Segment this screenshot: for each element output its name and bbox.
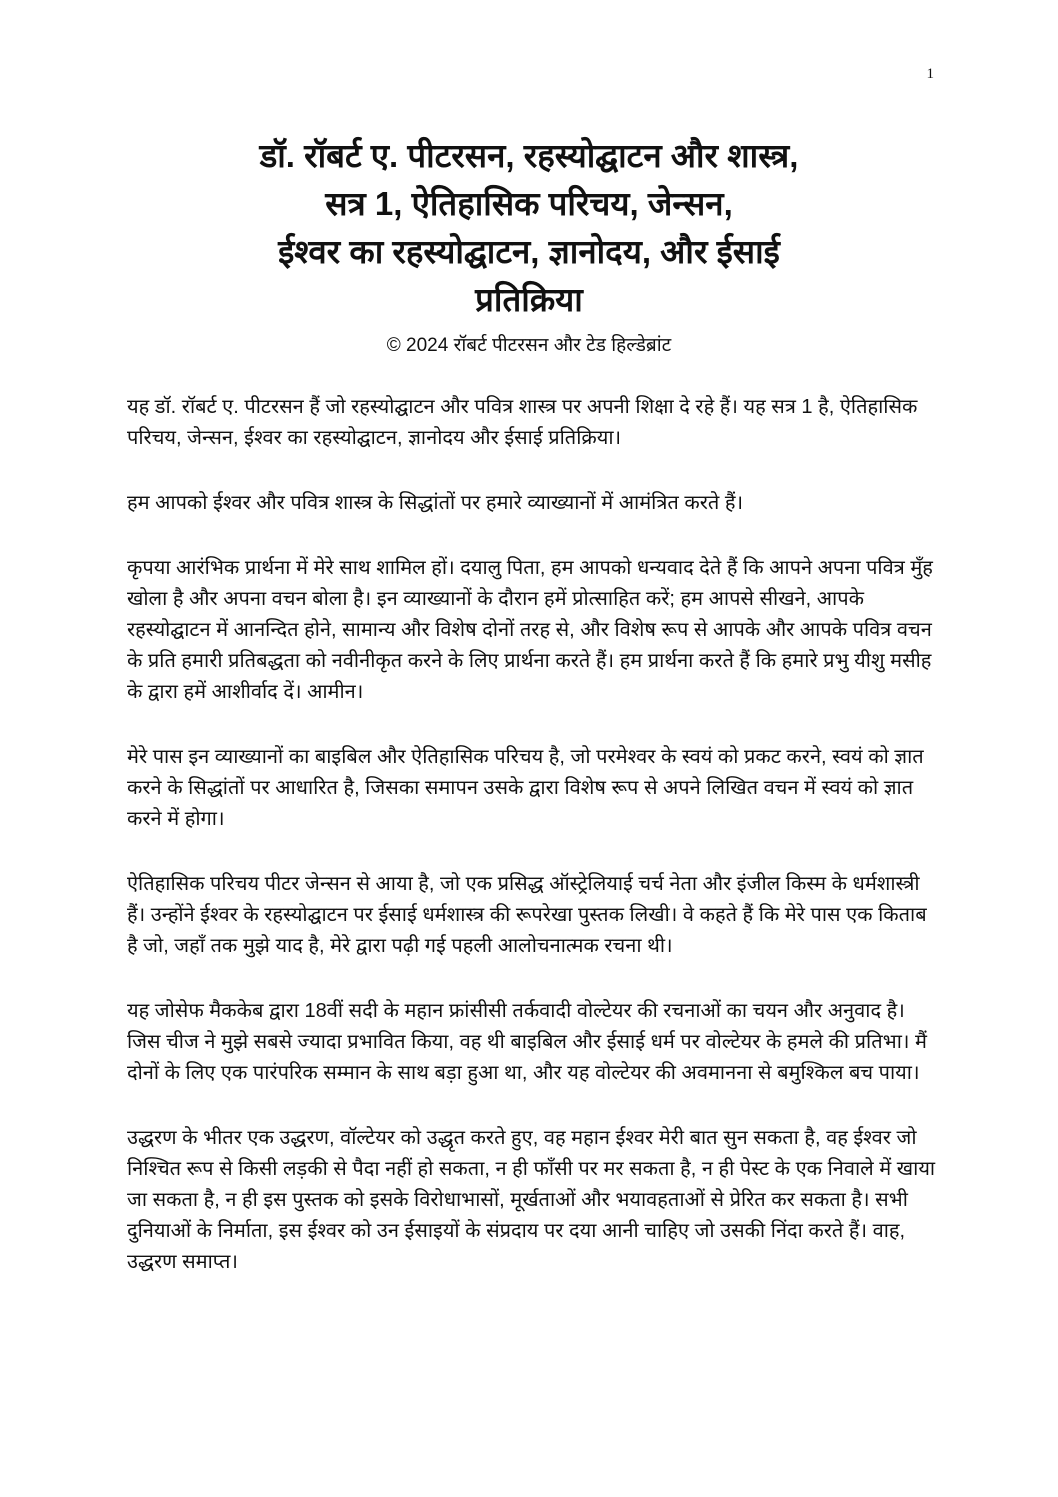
document-body — [127, 392, 939, 1312]
paragraph: यह जोसेफ मैककेब द्वारा 18वीं सदी के महान फ्रांसीसी तर्कवादी वोल्टेयर की रचनाओं का चयन और अनुवाद है। जिस चीज ने मुझे सबसे ज्यादा प्रभावित किया, वह थी बाइबिल और ईसाई धर्म पर वोल्टेयर के हमले की प्रतिभा। मैं दोनों के लिए एक पारंपरिक सम्मान के साथ बड़ा हुआ था, और यह वोल्टेयर की अवमानना से बमुश्किल बच पाया। — [127, 1000, 927, 1084]
paragraph: हम आपको ईश्वर और पवित्र शास्त्र के सिद्धांतों पर हमारे व्याख्यानों में आमंत्रित करते हैं। — [127, 492, 744, 514]
copyright-line: © 2024 रॉबर्ट पीटरसन और टेड हिल्डेब्रांट — [386, 335, 672, 356]
paragraph: उद्धरण के भीतर एक उद्धरण, वॉल्टेयर को उद्धृत करते हुए, वह महान ईश्वर मेरी बात सुन सकता है, वह ईश्वर जो निश्चित रूप से किसी लड़की से पैदा नहीं हो सकता, न ही फाँसी पर मर सकता है, न ही पेस्ट के एक निवाले में खाया जा सकता है, न ही इस पुस्तक को इसके विरोधाभासों, मूर्खताओं और भयावहताओं से प्रेरित कर सकता है। सभी दुनियाओं के निर्माता, इस ईश्वर को उन ईसाइयों के संप्रदाय पर दया आनी चाहिए जो उसकी निंदा करते हैं। वाह, उद्धरण समाप्त। — [127, 1127, 936, 1273]
page-number: 1 — [926, 66, 934, 82]
document-title — [100, 132, 958, 324]
paragraph: कृपया आरंभिक प्रार्थना में मेरे साथ शामिल हों। दयालु पिता, हम आपको धन्यवाद देते हैं कि आपने अपना पवित्र मुँह खोला है और अपना वचन बोला है। इन व्याख्यानों के दौरान हमें प्रोत्साहित करें; हम आपसे सीखने, आपके रहस्योद्घाटन में आनन्दित होने, सामान्य और विशेष दोनों तरह से, और विशेष रूप से आपके और आपके पवित्र वचन के प्रति हमारी प्रतिबद्धता को नवीनीकृत करने के लिए प्रार्थना करते हैं। हम प्रार्थना करते हैं कि हमारे प्रभु यीशु मसीह के द्वारा हमें आशीर्वाद दें। आमीन। — [127, 557, 933, 703]
paragraph: ऐतिहासिक परिचय पीटर जेन्सन से आया है, जो एक प्रसिद्ध ऑस्ट्रेलियाई चर्च नेता और इंजील किस्म के धर्मशास्त्री हैं। उन्होंने ईश्वर के रहस्योद्घाटन पर ईसाई धर्मशास्त्र की रूपरेखा पुस्तक लिखी। वे कहते हैं कि मेरे पास एक किताब है जो, जहाँ तक मुझे याद है, मेरे द्वारा पढ़ी गई पहली आलोचनात्मक रचना थी। — [127, 873, 927, 957]
paragraph: यह डॉ. रॉबर्ट ए. पीटरसन हैं जो रहस्योद्घाटन और पवित्र शास्त्र पर अपनी शिक्षा दे रहे हैं। यह सत्र 1 है, ऐतिहासिक परिचय, जेन्सन, ईश्वर का रहस्योद्घाटन, ज्ञानोदय और ईसाई प्रतिक्रिया। — [127, 396, 918, 449]
title-line: डॉ. रॉबर्ट ए. पीटरसन, रहस्योद्घाटन और शास्त्र, — [259, 137, 799, 174]
title-line: ईश्वर का रहस्योद्घाटन, ज्ञानोदय, और ईसाई — [278, 233, 780, 270]
paragraph: मेरे पास इन व्याख्यानों का बाइबिल और ऐतिहासिक परिचय है, जो परमेश्वर के स्वयं को प्रकट करने, स्वयं को ज्ञात करने के सिद्धांतों पर आधारित है, जिसका समापन उसके द्वारा विशेष रूप से अपने लिखित वचन में स्वयं को ज्ञात करने में होगा। — [127, 746, 924, 830]
title-line: प्रतिक्रिया — [475, 281, 583, 318]
title-line: सत्र 1, ऐतिहासिक परिचय, जेन्सन, — [325, 185, 733, 222]
